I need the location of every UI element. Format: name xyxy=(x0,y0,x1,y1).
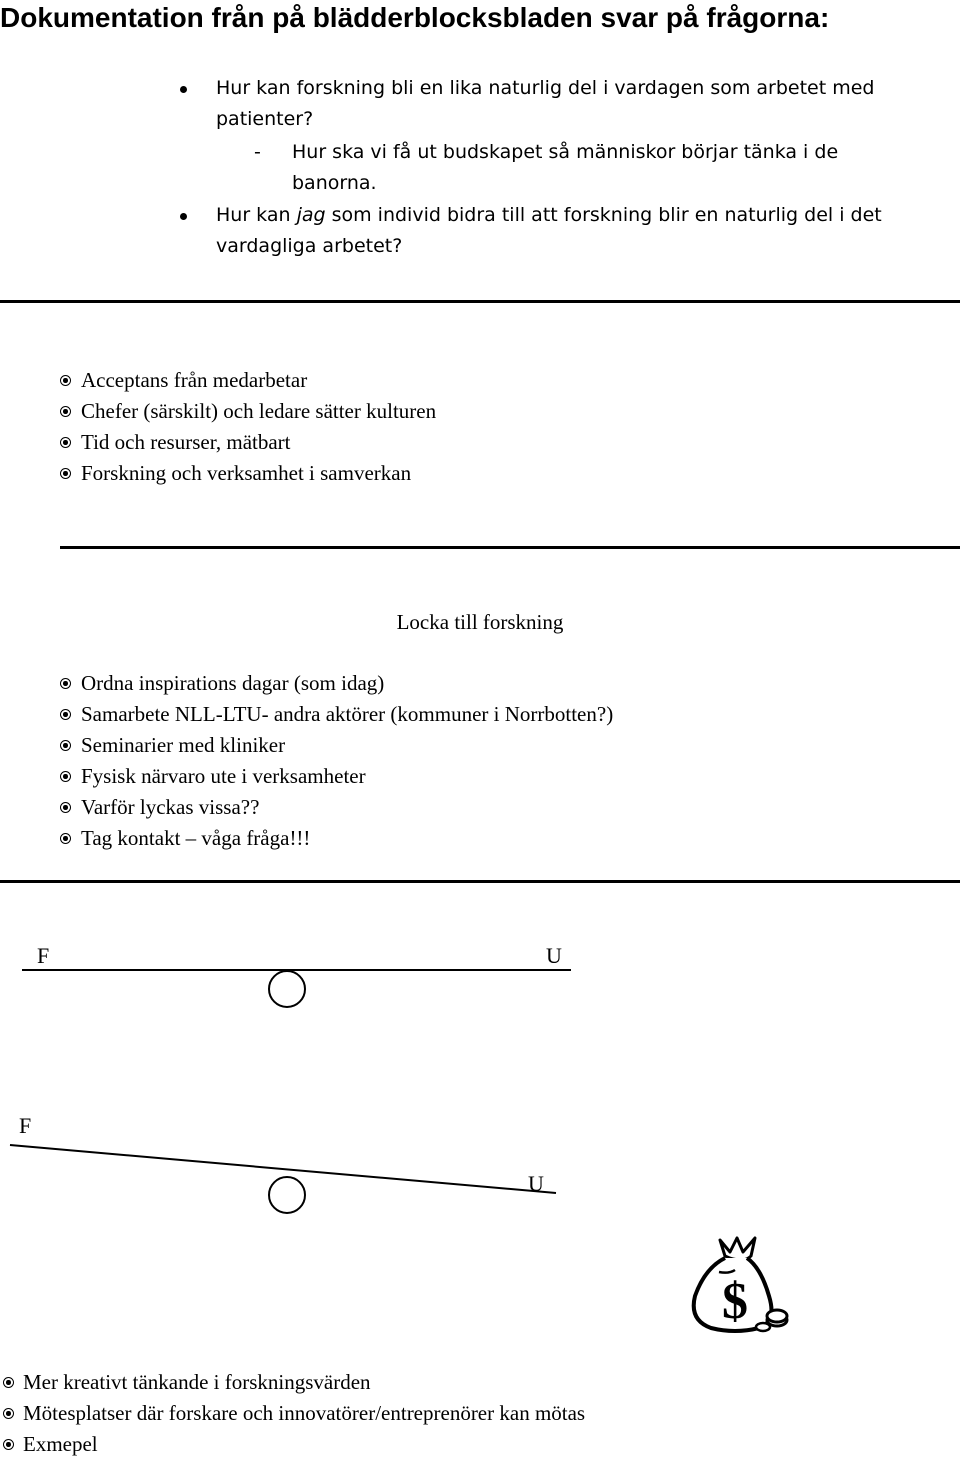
list-item: Tid och resurser, mätbart xyxy=(81,430,291,454)
bullet-icon xyxy=(60,740,71,751)
question-1-line-1: Hur kan forskning bli en lika naturlig del i vardagen som arbetet med xyxy=(216,77,875,99)
question-1-sub-line-1: Hur ska vi få ut budskapet så människor börjar tänka i de xyxy=(292,141,839,163)
list-item: Acceptans från medarbetar xyxy=(81,368,308,392)
list-item: Mötesplatser där forskare och innovatörer/entreprenörer kan mötas xyxy=(23,1401,586,1425)
balanced-scale xyxy=(0,960,600,1020)
scale-fulcrum xyxy=(269,1177,305,1213)
list-item: Mer kreativt tänkande i forskningsvärden xyxy=(23,1370,371,1394)
question-2-line-1 xyxy=(216,200,882,231)
list-item: Samarbete NLL-LTU- andra aktörer (kommuner i Norrbotten?) xyxy=(81,702,614,726)
question-2-line-2: vardagliga arbetet? xyxy=(216,235,403,257)
section-divider xyxy=(0,300,960,303)
question-2-post: som individ bidra till att forskning blir en naturlig del i det xyxy=(325,204,882,226)
list-item: Exmepel xyxy=(23,1432,98,1456)
bullet-icon xyxy=(60,437,71,448)
list-item: Chefer (särskilt) och ledare sätter kulturen xyxy=(81,399,437,423)
bullet-icon xyxy=(60,709,71,720)
list-item: Ordna inspirations dagar (som idag) xyxy=(81,671,385,695)
question-1-line-2: patienter? xyxy=(216,108,314,130)
scale-right-label: U xyxy=(528,1171,544,1196)
page-title: Dokumentation från på blädderblocksbladen svar på frågorna: xyxy=(0,2,830,33)
bullet-icon xyxy=(60,406,71,417)
section-2-heading: Locka till forskning xyxy=(396,610,564,634)
dollar-symbol: $ xyxy=(722,1273,748,1330)
bullet-icon xyxy=(3,1377,14,1388)
dash-marker: - xyxy=(254,141,261,163)
list-item: Tag kontakt – våga fråga!!! xyxy=(81,826,311,850)
bullet-icon xyxy=(60,833,71,844)
section-divider xyxy=(60,546,960,549)
scale-left-label: F xyxy=(19,1113,32,1138)
section-divider xyxy=(0,880,960,883)
bullet-icon xyxy=(60,468,71,479)
bullet-icon xyxy=(60,771,71,782)
question-2-emphasis: jag xyxy=(296,204,326,226)
bullet-icon xyxy=(180,86,187,93)
scale-left-label: F xyxy=(37,943,50,968)
bullet-icon xyxy=(3,1439,14,1450)
scale-right-label: U xyxy=(546,943,562,968)
question-1-sub-line-2: banorna. xyxy=(292,172,377,194)
list-item: Varför lyckas vissa?? xyxy=(81,795,260,819)
money-bag-icon xyxy=(685,1230,795,1340)
scale-fulcrum xyxy=(269,971,305,1007)
bullet-icon xyxy=(60,802,71,813)
tilted-scale xyxy=(0,1130,600,1230)
list-item: Seminarier med kliniker xyxy=(81,733,286,757)
list-item: Forskning och verksamhet i samverkan xyxy=(81,461,412,485)
bullet-icon xyxy=(3,1408,14,1419)
bullet-icon xyxy=(60,375,71,386)
list-item: Fysisk närvaro ute i verksamheter xyxy=(81,764,366,788)
bullet-icon xyxy=(180,213,187,220)
question-2-pre: Hur kan xyxy=(216,204,297,226)
bullet-icon xyxy=(60,678,71,689)
